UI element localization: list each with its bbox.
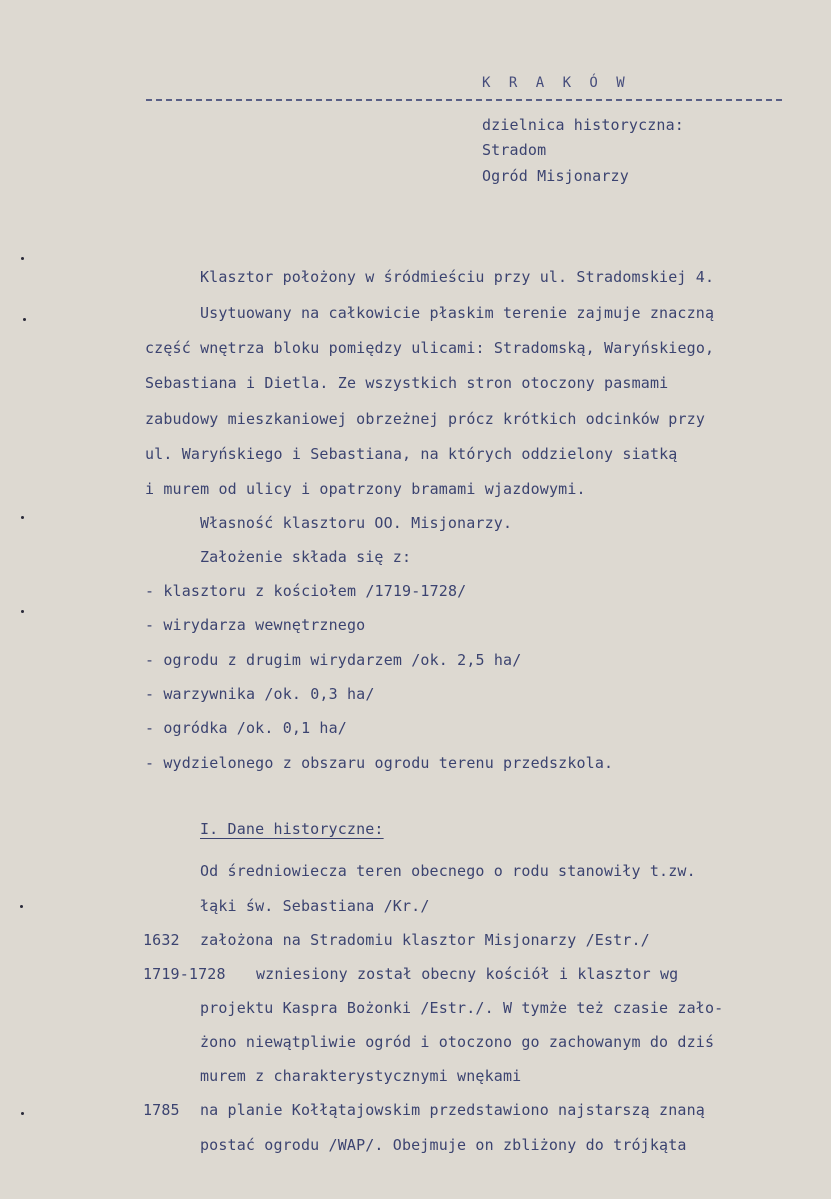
history-text: postać ogrodu /WAP/. Obejmuje on zbliżony do trójkąta xyxy=(200,1136,687,1154)
intro-line: Sebastiana i Dietla. Ze wszystkich stron otoczony pasmami xyxy=(145,374,669,392)
object-name: Ogród Misjonarzy xyxy=(482,167,629,185)
intro-line: Usytuowany na całkowicie płaskim terenie zajmuje znaczną xyxy=(200,304,715,322)
district-label: dzielnica historyczna: xyxy=(482,116,684,134)
history-text: na planie Kołłątajowskim przedstawiono najstarszą znaną xyxy=(200,1101,705,1119)
history-year: 1632 xyxy=(143,931,180,949)
margin-dot xyxy=(21,1112,24,1115)
composition-item: - ogrodu z drugim wirydarzem /ok. 2,5 ha/ xyxy=(145,651,522,669)
history-text: założona na Stradomiu klasztor Misjonarzy /Estr./ xyxy=(200,931,650,949)
intro-line: i murem od ulicy i opatrzony bramami wjazdowymi. xyxy=(145,480,586,498)
history-text: projektu Kaspra Bożonki /Estr./. W tymże też czasie zało- xyxy=(200,999,724,1017)
history-text: wzniesiony został obecny kościół i klasztor wg xyxy=(256,965,679,983)
margin-dot xyxy=(21,610,24,613)
margin-dot xyxy=(23,318,26,321)
composition-item: - warzywnika /ok. 0,3 ha/ xyxy=(145,685,375,703)
section-title: I. Dane historyczne: xyxy=(200,820,384,838)
margin-dot xyxy=(20,905,23,908)
district-name: Stradom xyxy=(482,141,547,159)
ownership-line: Własność klasztoru OO. Misjonarzy. xyxy=(200,514,513,532)
history-text: murem z charakterystycznymi wnękami xyxy=(200,1067,522,1085)
intro-line: część wnętrza bloku pomiędzy ulicami: Stradomską, Waryńskiego, xyxy=(145,339,715,357)
city-heading: K R A K Ó W xyxy=(482,75,630,91)
composition-item: - klasztoru z kościołem /1719-1728/ xyxy=(145,582,467,600)
margin-dot xyxy=(21,516,24,519)
intro-line: zabudowy mieszkaniowej obrzeżnej prócz krótkich odcinków przy xyxy=(145,410,706,428)
composition-intro: Założenie składa się z: xyxy=(200,548,412,566)
intro-line: ul. Waryńskiego i Sebastiana, na których oddzielony siatką xyxy=(145,445,678,463)
composition-item: - wydzielonego z obszaru ogrodu terenu przedszkola. xyxy=(145,754,614,772)
history-year: 1785 xyxy=(143,1101,180,1119)
composition-item: - wirydarza wewnętrznego xyxy=(145,616,366,634)
margin-dot xyxy=(21,257,24,260)
history-intro-line: Od średniowiecza teren obecnego o rodu stanowiły t.zw. xyxy=(200,862,696,880)
header-rule xyxy=(146,99,782,101)
history-year: 1719-1728 xyxy=(143,965,226,983)
intro-line: Klasztor położony w śródmieściu przy ul. Stradomskiej 4. xyxy=(200,268,715,286)
history-text: żono niewątpliwie ogród i otoczono go zachowanym do dziś xyxy=(200,1033,715,1051)
history-intro-line: łąki św. Sebastiana /Kr./ xyxy=(200,897,430,915)
composition-item: - ogródka /ok. 0,1 ha/ xyxy=(145,719,347,737)
